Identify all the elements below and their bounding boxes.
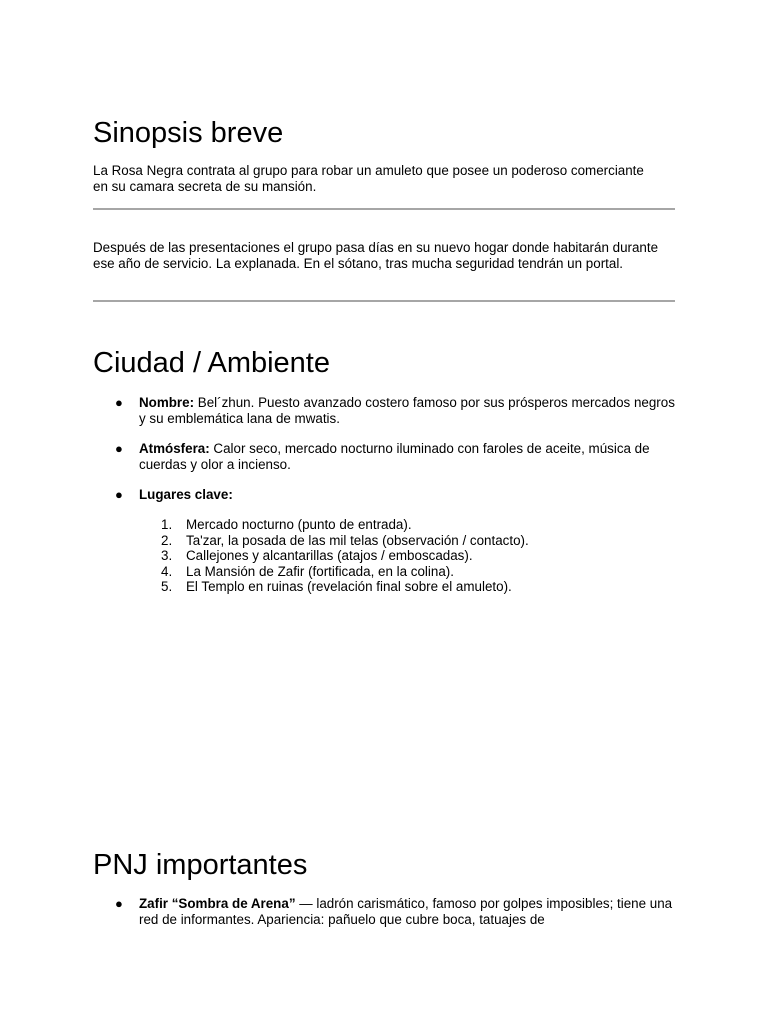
bullet-icon: ● — [115, 896, 123, 911]
list-item-atmosfera — [93, 441, 675, 473]
list-item-text: Bel´zhun. Puesto avanzado costero famoso por sus prósperos mercados negros y su emblemática lana de mwatis. — [139, 395, 675, 426]
list-item-label: Zafir “Sombra de Arena” — [139, 896, 296, 911]
bullet-list — [93, 896, 675, 928]
list-item-nombre — [93, 395, 675, 427]
horizontal-rule — [93, 208, 675, 210]
list-number: 3. — [161, 548, 173, 564]
list-item-text: El Templo en ruinas (revelación final sobre el amuleto). — [186, 579, 512, 595]
list-item-text: — ladrón carismático, famoso por golpes imposibles; tiene una red de informantes. Apariencia: pañuelo que cubre boca, tatuajes de — [139, 896, 673, 927]
list-item-label: Lugares clave: — [139, 487, 233, 502]
list-item — [93, 579, 675, 595]
list-item-zafir — [93, 896, 675, 928]
bullet-icon: ● — [115, 395, 123, 410]
sinopsis-paragraph-2: Después de las presentaciones el grupo pasa días en su nuevo hogar donde habitarán durante ese año de servicio. La explanada. En el sótano, tras mucha seguridad tendrán un portal. — [93, 240, 659, 271]
list-item-lugares — [93, 487, 675, 503]
lugares-numbered-list — [93, 517, 675, 595]
list-item-text: Ta'zar, la posada de las mil telas (observación / contacto). — [186, 532, 529, 548]
list-number: 4. — [161, 563, 173, 579]
horizontal-rule — [93, 300, 675, 302]
bullet-list — [93, 487, 675, 503]
sinopsis-paragraph-1: La Rosa Negra contrata al grupo para robar un amuleto que posee un poderoso comerciante en su camara secreta de su mansión. — [93, 163, 644, 194]
list-item-label: Nombre: — [139, 395, 195, 410]
list-item — [93, 533, 675, 549]
list-item — [93, 517, 675, 533]
bullet-icon: ● — [115, 487, 123, 502]
list-item — [93, 564, 675, 580]
bullet-list — [93, 395, 675, 427]
list-item-text: Callejones y alcantarillas (atajos / emboscadas). — [186, 548, 473, 564]
list-number: 2. — [161, 532, 173, 548]
list-number: 1. — [161, 517, 173, 532]
list-item-text: La Mansión de Zafir (fortificada, en la colina). — [186, 563, 454, 579]
bullet-icon: ● — [115, 441, 123, 456]
list-item-label: Atmósfera: — [139, 441, 210, 456]
section-title-pnj: PNJ importantes — [93, 849, 308, 881]
section-title-ciudad: Ciudad / Ambiente — [93, 347, 330, 379]
list-item-text: Calor seco, mercado nocturno iluminado con faroles de aceite, música de cuerdas y olor a incienso. — [139, 441, 650, 472]
section-title-sinopsis: Sinopsis breve — [93, 117, 284, 149]
list-number: 5. — [161, 579, 173, 595]
bullet-list — [93, 441, 675, 473]
list-item — [93, 548, 675, 564]
list-item-text: Mercado nocturno (punto de entrada). — [186, 517, 412, 532]
